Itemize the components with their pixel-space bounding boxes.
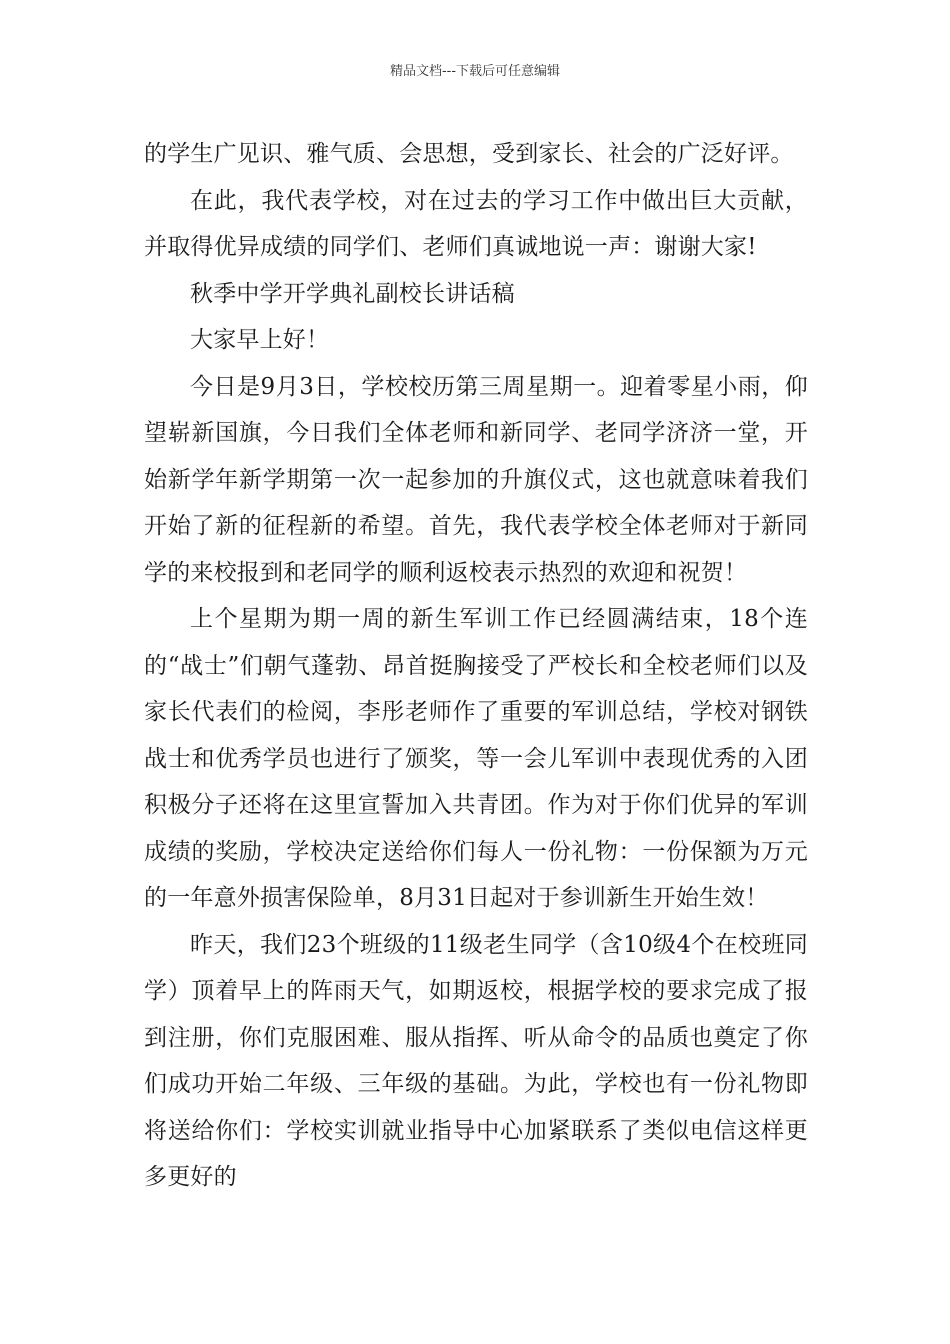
paragraph: 在此，我代表学校，对在过去的学习工作中做出巨大贡献，并取得优异成绩的同学们、老师们真诚地说一声：谢谢大家! [144,187,808,260]
document-body [144,131,808,1201]
paragraph: 的学生广见识、雅气质、会思想，受到家长、社会的广泛好评。 [144,141,794,167]
paragraph: 上个星期为期一周的新生军训工作已经圆满结束，18个连的“战士”们朝气蓬勃、昂首挺胸接受了严校长和全校老师们以及家长代表们的检阅，李彤老师作了重要的军训总结，学校对钢铁战士和优秀学员也进行了颁奖，等一会儿军训中表现优秀的入团积极分子还将在这里宣誓加入共青团。作为对于你们优异的军训成绩的奖励，学校决定送给你们每人一份礼物：一份保额为万元的一年意外损害保险单，8月31日起对于参训新生开始生效！ [144,606,808,911]
page-header: 精品文档---下载后可任意编辑 [389,64,561,79]
paragraph: 今日是9月3日，学校校历第三周星期一。迎着零星小雨，仰望崭新国旗，今日我们全体老师和新同学、老同学济济一堂，开始新学年新学期第一次一起参加的升旗仪式，这也就意味着我们开始了新的征程新的希望。首先，我代表学校全体老师对于新同学的来校报到和老同学的顺利返校表示热烈的欢迎和祝贺！ [144,373,808,586]
speech-title: 秋季中学开学典礼副校长讲话稿 [190,280,515,307]
greeting: 大家早上好！ [190,327,330,353]
paragraph: 昨天，我们23个班级的11级老生同学（含10级4个在校班同学）顶着早上的阵雨天气，如期返校，根据学校的要求完成了报到注册，你们克服困难、服从指挥、听从命令的品质也奠定了你们成功开始二年级、三年级的基础。为此，学校也有一份礼物即将送给你们：学校实训就业指导中心加紧联系了类似电信这样更多更好的 [144,931,808,1190]
